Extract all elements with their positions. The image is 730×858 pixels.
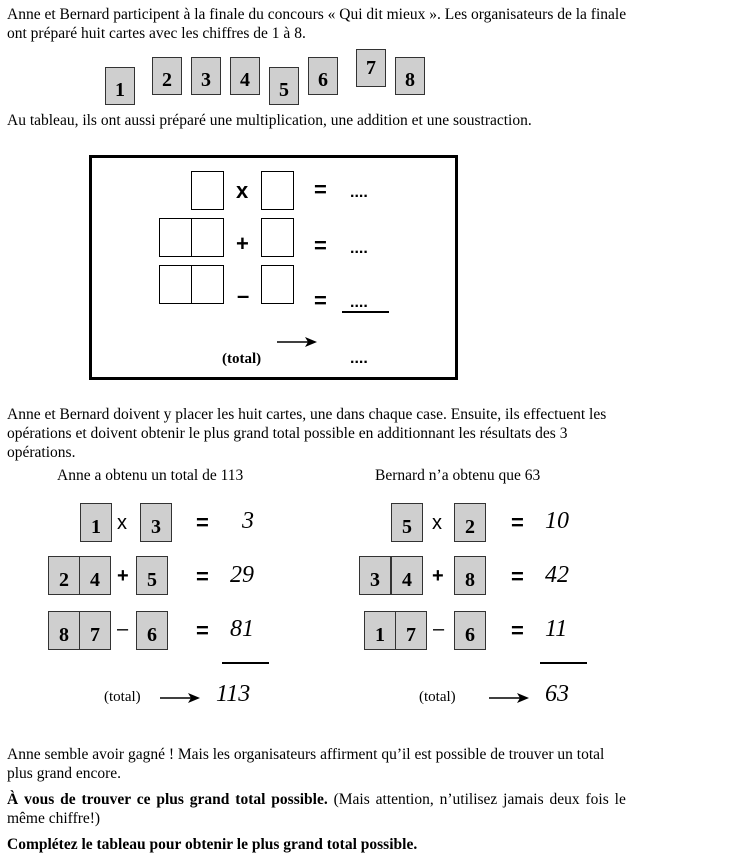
- card-label: 4: [240, 69, 250, 91]
- card-label: 3: [201, 69, 211, 91]
- sub-result-placeholder[interactable]: ....: [350, 294, 368, 311]
- multiply-sign: x: [236, 178, 249, 203]
- card-label: 2: [465, 516, 475, 538]
- anne-mult-a: [80, 503, 112, 542]
- card-5: [269, 67, 299, 105]
- card-label: 6: [465, 624, 475, 646]
- minus-sign: –: [433, 618, 445, 640]
- challenge-line-1: [7, 790, 707, 809]
- bernard-add-result: 42: [545, 562, 569, 588]
- card-label: 8: [59, 624, 69, 646]
- add-slot-b[interactable]: [261, 218, 294, 257]
- intro-line-2: ont préparé huit cartes avec les chiffres de 1 à 8.: [7, 25, 306, 42]
- equals-sign: =: [511, 618, 524, 643]
- instructions-line-1: Anne et Bernard doivent y placer les huit cartes, une dans chaque case. Ensuite, ils effectuent les: [7, 406, 607, 423]
- card-label: 1: [115, 79, 125, 101]
- bernard-add-units: [391, 556, 423, 595]
- instructions-line-3: opérations.: [7, 444, 76, 461]
- bernard-total: 63: [545, 681, 569, 707]
- card-label: 5: [279, 79, 289, 101]
- total-placeholder[interactable]: ....: [350, 350, 368, 367]
- bernard-sub-units: [395, 611, 427, 650]
- card-2: [152, 57, 182, 95]
- bernard-sub-tens: [364, 611, 396, 650]
- board-intro: Au tableau, ils ont aussi préparé une multiplication, une addition et une soustraction.: [7, 112, 532, 129]
- card-6: [308, 57, 338, 95]
- card-label: 3: [151, 516, 161, 538]
- plus-sign: +: [432, 565, 444, 587]
- equals-sign: =: [511, 510, 524, 535]
- card-label: 2: [59, 569, 69, 591]
- equals-sign: =: [314, 233, 327, 258]
- conclusion-line-2: plus grand encore.: [7, 765, 122, 782]
- anne-sub-result: 81: [230, 616, 254, 642]
- bernard-add-b: [454, 556, 486, 595]
- mult-result-placeholder[interactable]: ....: [350, 184, 368, 201]
- anne-total-label: (total): [104, 689, 141, 705]
- plus-sign: +: [117, 565, 129, 587]
- mult-slot-b[interactable]: [261, 171, 294, 210]
- equals-sign: =: [196, 618, 209, 643]
- arrow-icon: [277, 336, 319, 348]
- bernard-add-tens: [359, 556, 391, 595]
- equals-sign: =: [511, 564, 524, 589]
- mult-slot-a[interactable]: [191, 171, 224, 210]
- card-label: 7: [90, 624, 100, 646]
- card-label: 3: [370, 569, 380, 591]
- add-slot-tens[interactable]: [159, 218, 192, 257]
- anne-sub-b: [136, 611, 168, 650]
- card-label: 6: [147, 624, 157, 646]
- minus-sign: –: [117, 618, 129, 640]
- challenge-note: (Mais attention, n’utilisez jamais deux fois le: [327, 791, 626, 808]
- card-label: 8: [405, 69, 415, 91]
- conclusion-line-1: Anne semble avoir gagné ! Mais les organisateurs affirment qu’il est possible de trouver un total: [7, 746, 605, 763]
- minus-sign: –: [237, 283, 250, 308]
- card-label: 1: [375, 624, 385, 646]
- anne-mult-result: 3: [242, 508, 254, 534]
- card-7: [356, 49, 386, 87]
- sum-underline: [342, 311, 389, 313]
- card-label: 8: [465, 569, 475, 591]
- plus-sign: +: [236, 231, 249, 256]
- card-label: 5: [147, 569, 157, 591]
- card-label: 7: [366, 57, 376, 79]
- arrow-icon: [489, 692, 531, 704]
- equals-sign: =: [196, 510, 209, 535]
- equals-sign: =: [314, 177, 327, 202]
- anne-mult-b: [140, 503, 172, 542]
- bernard-sub-result: 11: [545, 616, 568, 642]
- anne-add-result: 29: [230, 562, 254, 588]
- add-result-placeholder[interactable]: ....: [350, 240, 368, 257]
- sum-underline: [540, 662, 587, 664]
- card-1: [105, 67, 135, 105]
- card-label: 2: [162, 69, 172, 91]
- total-label: (total): [222, 351, 262, 367]
- sub-slot-units[interactable]: [191, 265, 224, 304]
- card-3: [191, 57, 221, 95]
- anne-add-units: [79, 556, 111, 595]
- anne-sub-tens: [48, 611, 80, 650]
- equals-sign: =: [196, 564, 209, 589]
- card-label: 1: [91, 516, 101, 538]
- multiply-sign: x: [117, 512, 127, 534]
- bernard-sub-b: [454, 611, 486, 650]
- challenge-bold: À vous de trouver ce plus grand total possible.: [7, 791, 328, 808]
- add-slot-units[interactable]: [191, 218, 224, 257]
- sub-slot-tens[interactable]: [159, 265, 192, 304]
- bernard-total-label: (total): [419, 689, 456, 705]
- anne-caption: Anne a obtenu un total de 113: [57, 467, 244, 484]
- bernard-mult-a: [391, 503, 423, 542]
- anne-total: 113: [216, 681, 251, 707]
- arrow-icon: [160, 692, 202, 704]
- anne-add-b: [136, 556, 168, 595]
- card-label: 5: [402, 516, 412, 538]
- multiply-sign: x: [432, 512, 442, 534]
- card-label: 6: [318, 69, 328, 91]
- anne-add-tens: [48, 556, 80, 595]
- card-label: 4: [90, 569, 100, 591]
- challenge-line-2: même chiffre!): [7, 810, 101, 827]
- card-label: 7: [406, 624, 416, 646]
- final-instruction: Complétez le tableau pour obtenir le plus grand total possible.: [7, 836, 418, 853]
- bernard-caption: Bernard n’a obtenu que 63: [375, 467, 541, 484]
- operations-board: [89, 155, 458, 380]
- card-8: [395, 57, 425, 95]
- sum-underline: [222, 662, 269, 664]
- sub-slot-b[interactable]: [261, 265, 294, 304]
- anne-sub-units: [79, 611, 111, 650]
- instructions-line-2: opérations et doivent obtenir le plus grand total possible en additionnant les résultats des 3: [7, 425, 568, 442]
- card-label: 4: [402, 569, 412, 591]
- equals-sign: =: [314, 288, 327, 313]
- card-4: [230, 57, 260, 95]
- intro-line-1: Anne et Bernard participent à la finale du concours « Qui dit mieux ». Les organisateurs de la finale: [7, 6, 627, 23]
- bernard-mult-b: [454, 503, 486, 542]
- bernard-mult-result: 10: [545, 508, 569, 534]
